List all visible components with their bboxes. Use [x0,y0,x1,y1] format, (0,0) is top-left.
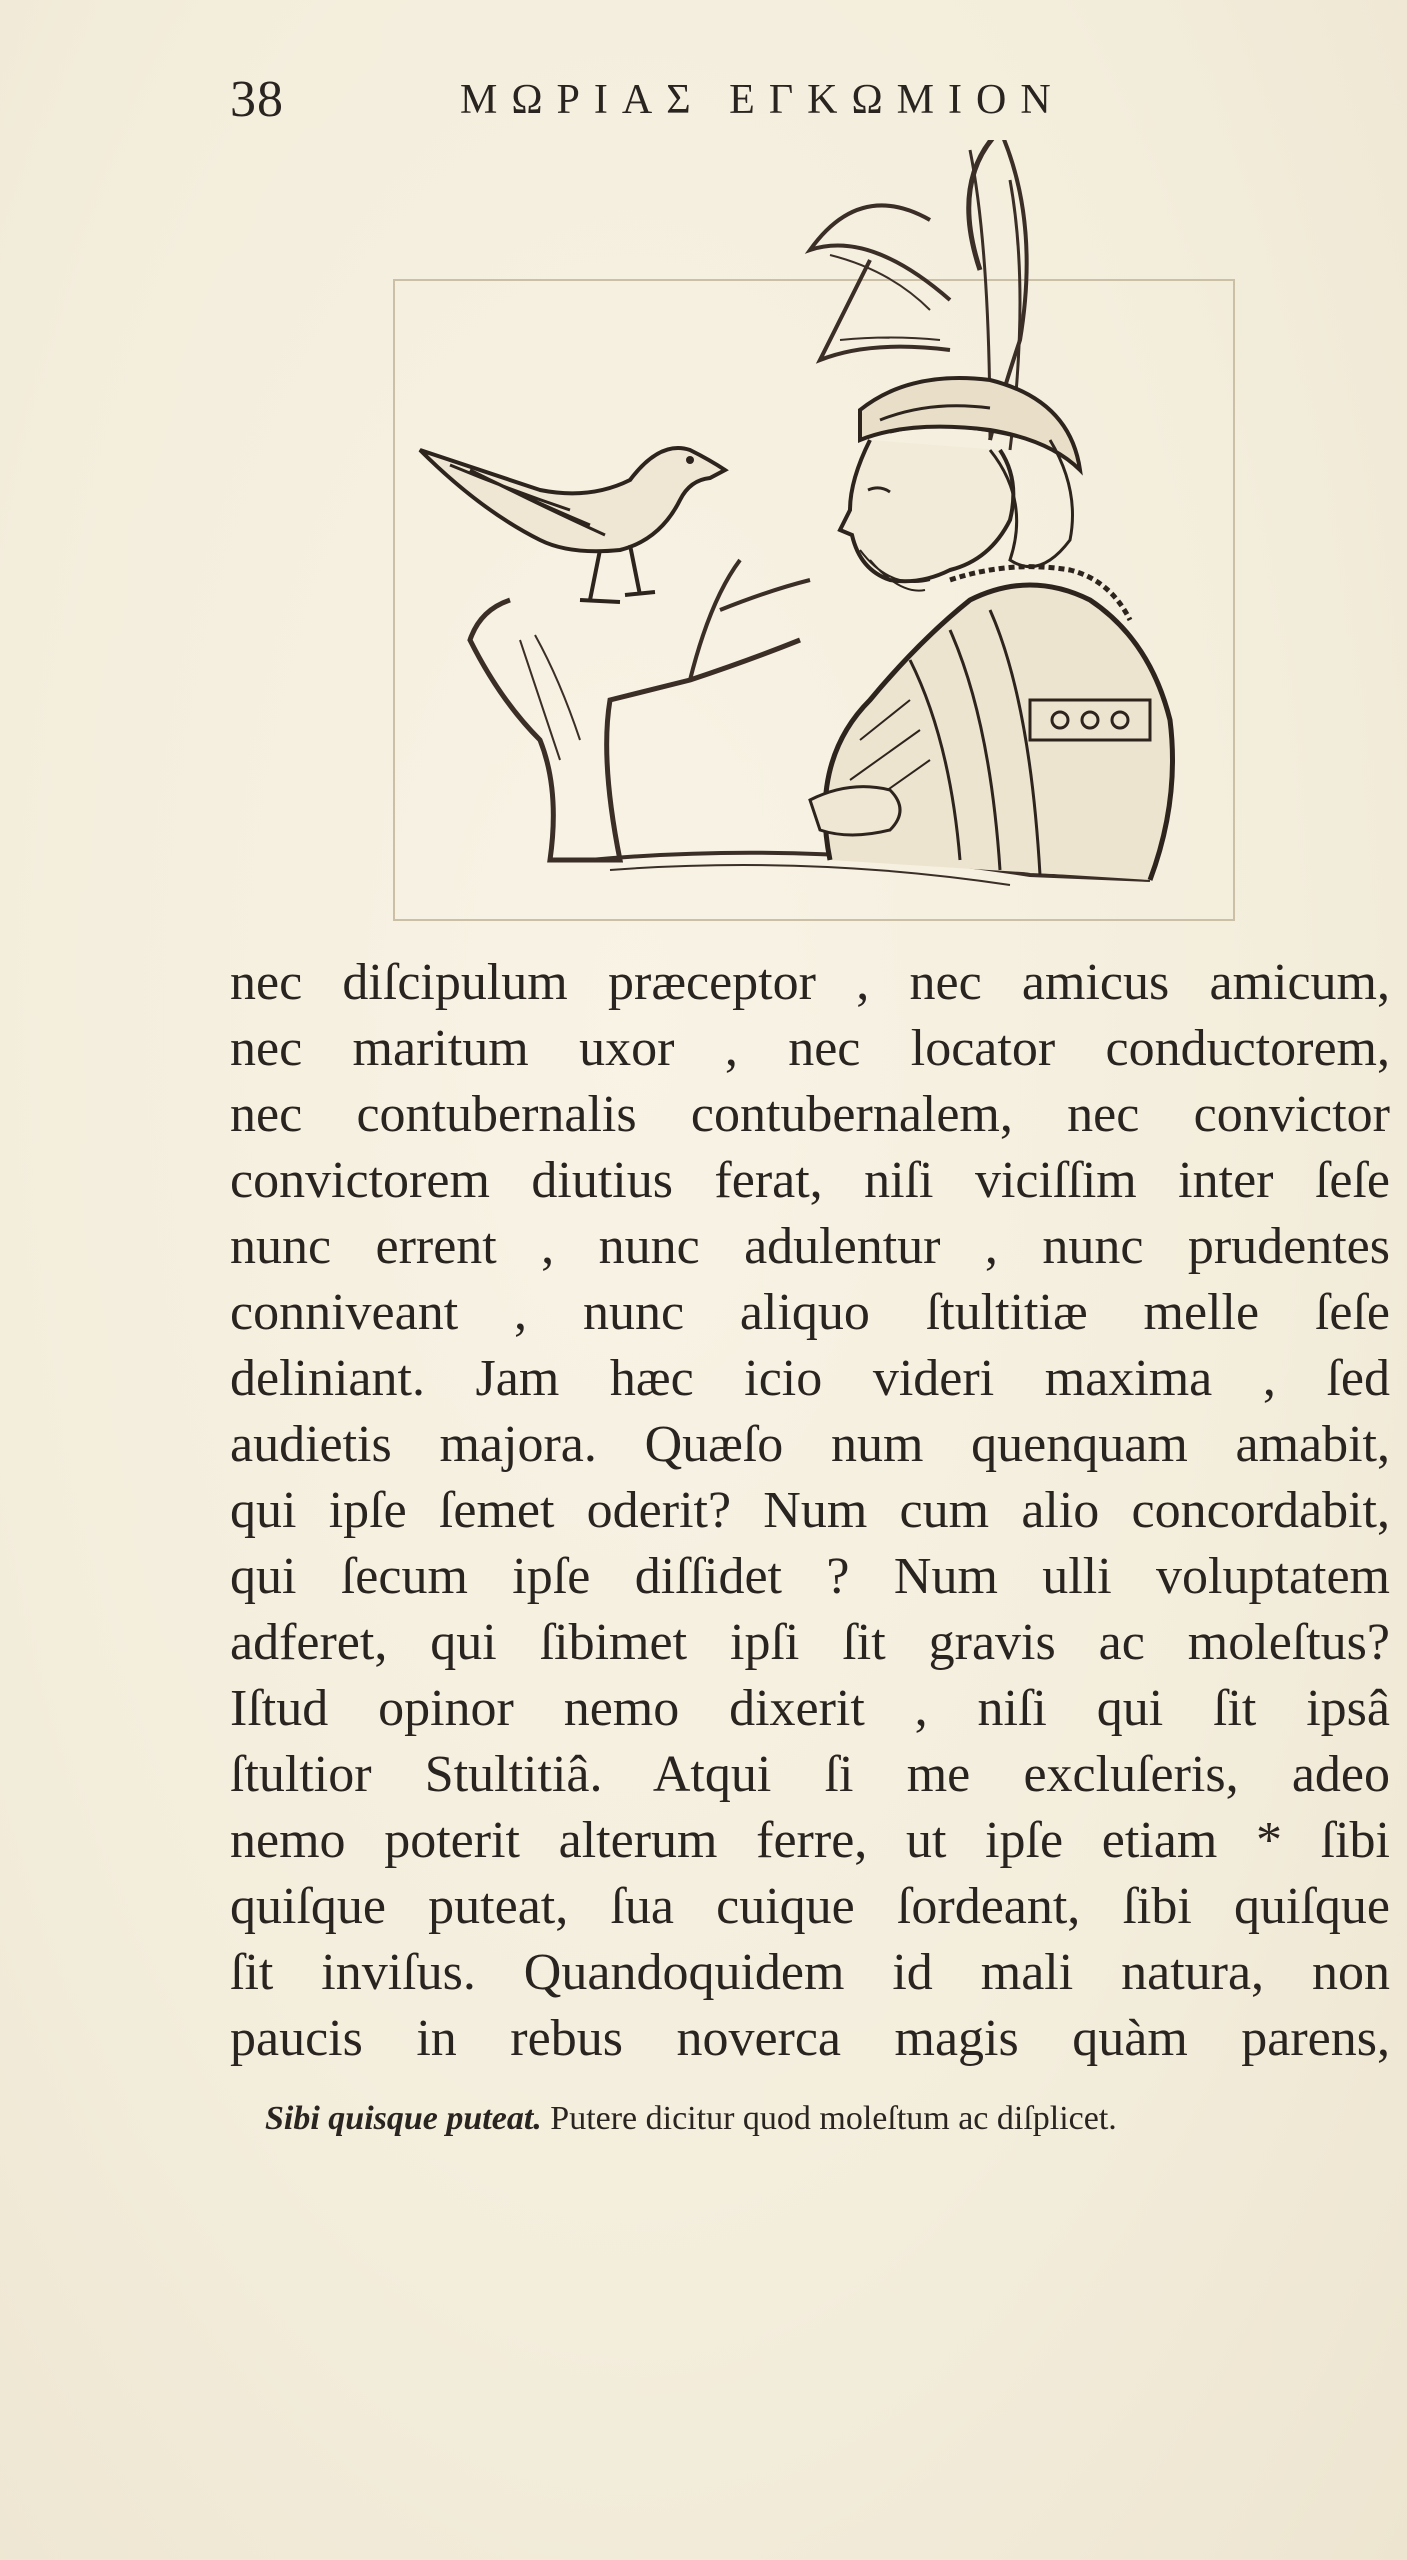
woodcut-man-with-feathered-hat-and-bird-icon [390,140,1240,940]
text-line: paucis in rebus noverca magis quàm parens, [230,2010,1390,2067]
woodcut-illustration [390,140,1240,940]
footnote [265,2100,1365,2138]
footnote-text: Putere dicitur quod moleſtum ac diſplicet. [550,2100,1117,2137]
text-line: audietis majora. Quæſo num quenquam amabit, [230,1416,1390,1473]
text-line: nemo poterit alterum ferre, ut ipſe etiam * ſibi [230,1812,1390,1869]
footnote-lemma: Sibi quisque puteat. [265,2100,542,2137]
body-text [230,950,1390,2072]
text-line: nec maritum uxor , nec locator conductorem, [230,1020,1390,1077]
running-title: ΜΩΡΙΑΣ ΕΓΚΩΜΙΟΝ [460,77,1065,123]
text-line: adferet, qui ſibimet ipſi ſit gravis ac moleſtus? [230,1614,1390,1671]
text-line: conniveant , nunc aliquo ſtultitiæ melle ſeſe [230,1284,1390,1341]
page-header [230,70,1170,140]
text-line: ſtultior Stultitiâ. Atqui ſi me excluſeris, adeo [230,1746,1390,1803]
text-line: ſit inviſus. Quandoquidem id mali natura, non [230,1944,1390,2001]
text-line: nunc errent , nunc adulentur , nunc prudentes [230,1218,1390,1275]
text-line: qui ſecum ipſe diſſidet ? Num ulli voluptatem [230,1548,1390,1605]
text-line: qui ipſe ſemet oderit? Num cum alio concordabit, [230,1482,1390,1539]
text-line: nec contubernalis contubernalem, nec convictor [230,1086,1390,1143]
text-line: Iſtud opinor nemo dixerit , niſi qui ſit ipsâ [230,1680,1390,1737]
text-line: deliniant. Jam hæc icio videri maxima , ſed [230,1350,1390,1407]
text-line: nec diſcipulum præceptor , nec amicus amicum, [230,954,1390,1011]
text-line: quiſque puteat, ſua cuique ſordeant, ſibi quiſque [230,1878,1390,1935]
text-line: convictorem diutius ferat, niſi viciſſim inter ſeſe [230,1152,1390,1209]
page-number: 38 [230,71,284,128]
